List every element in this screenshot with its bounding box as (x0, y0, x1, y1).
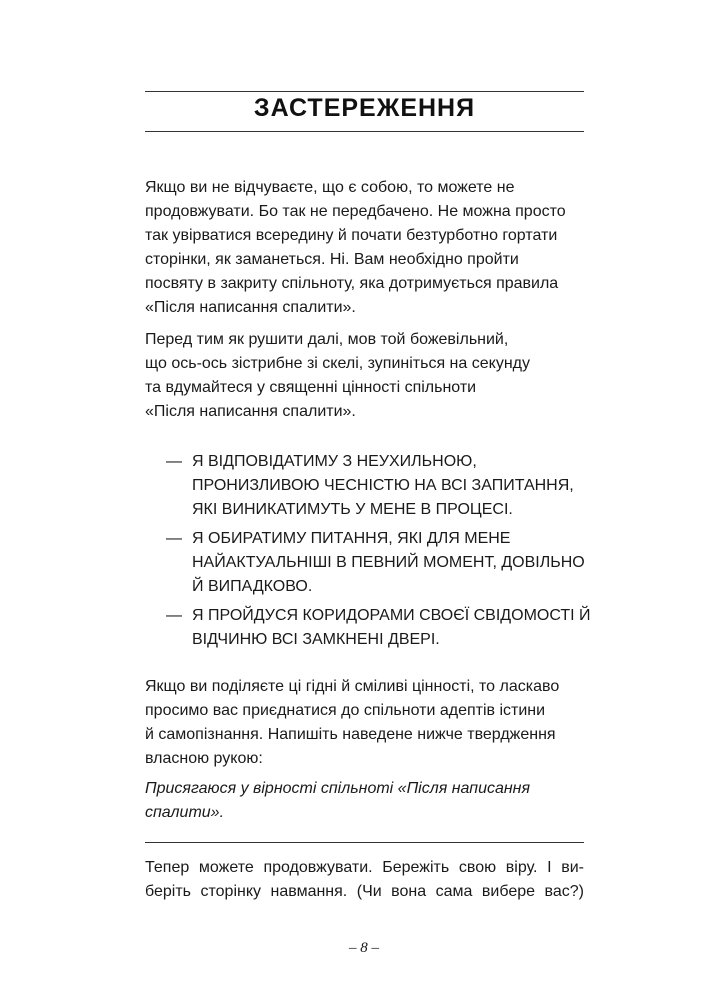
dash-bullet: — (166, 453, 182, 470)
text-line: Якщо ви не відчуваєте, що є собою, то можете не (145, 179, 515, 196)
text-line: ЯКІ ВИНИКАТИМУТЬ У МЕНЕ В ПРОЦЕСІ. (192, 501, 513, 518)
list-item (166, 604, 591, 652)
list-item (166, 450, 586, 522)
text-line: «Після написання спалити». (145, 403, 356, 420)
text-line: ВІДЧИНЮ ВСІ ЗАМКНЕНІ ДВЕРІ. (192, 631, 440, 648)
section-rule (145, 842, 584, 843)
dash-bullet: — (166, 607, 182, 624)
text-line: Я ОБИРАТИМУ ПИТАННЯ, ЯКІ ДЛЯ МЕНЕ (192, 530, 511, 547)
text-line: та вдумайтеся у священні цінності спільноти (145, 379, 477, 396)
text-line: власною рукою: (145, 750, 263, 767)
text-line: що ось-ось зістрибне зі скелі, зупиніться на секунду (145, 355, 530, 372)
text-line: Я ПРОЙДУСЯ КОРИДОРАМИ СВОЄЇ СВІДОМОСТІ Й (192, 607, 591, 624)
text-line: Перед тим як рушити далі, мов той божевільний, (145, 331, 509, 348)
dash-bullet: — (166, 530, 182, 547)
text-line: просимо вас приєднатися до спільноти адептів істини (145, 702, 546, 719)
text-line: НАЙАКТУАЛЬНІШІ В ПЕВНИЙ МОМЕНТ, ДОВІЛЬНО (192, 554, 585, 571)
text-line: ПРОНИЗЛИВОЮ ЧЕСНІСТЮ НА ВСІ ЗАПИТАННЯ, (192, 477, 574, 494)
text-line: беріть сторінку навмання. (Чи вона сама вибере вас?) (145, 883, 584, 900)
list-item (166, 527, 586, 599)
oath-paragraph (145, 777, 595, 825)
text-line: так увірватися всередину й почати безтурботно гортати (145, 227, 558, 244)
text-line: «Після написання спалити». (145, 299, 356, 316)
title-bottom-rule (145, 131, 584, 132)
page-title: ЗАСТЕРЕЖЕННЯ (253, 94, 476, 122)
text-line: Я ВІДПОВІДАТИМУ З НЕУХИЛЬНОЮ, (192, 453, 477, 470)
text-line: Й ВИПАДКОВО. (192, 578, 313, 595)
text-line: сторінки, як заманеться. Ні. Вам необхідно пройти (145, 251, 519, 268)
pause-paragraph (145, 328, 595, 424)
text-line: посвяту в закриту спільноту, яка дотримується правила (145, 275, 559, 292)
text-line: спалити». (145, 804, 225, 821)
text-line: Тепер можете продовжувати. Бережіть свою віру. І ви- (145, 859, 584, 876)
title-top-rule (145, 91, 584, 92)
values-list (166, 450, 591, 657)
invite-paragraph (145, 675, 595, 771)
text-line: й самопізнання. Напишіть наведене нижче твердження (145, 726, 556, 743)
intro-paragraph (145, 176, 595, 320)
text-line: Присягаюся у вірності спільноті «Після написання (145, 780, 531, 797)
page-number: – 8 – (349, 940, 379, 956)
closing-paragraph (145, 856, 595, 904)
text-line: продовжувати. Бо так не передбачено. Не можна просто (145, 203, 566, 220)
text-line: Якщо ви поділяєте ці гідні й сміливі цінності, то ласкаво (145, 678, 560, 695)
